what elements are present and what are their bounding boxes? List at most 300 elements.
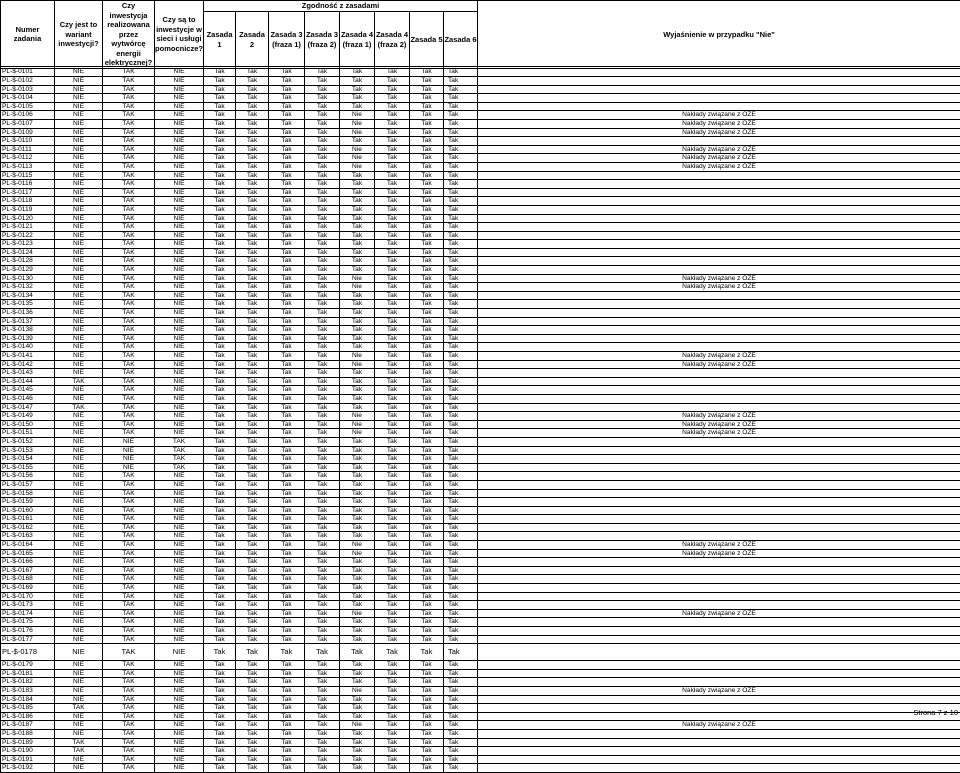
table-cell: Tak [444, 266, 478, 275]
table-cell: Tak [305, 635, 340, 644]
table-cell: PL-$-0186 [1, 712, 55, 721]
table-cell [478, 695, 960, 704]
table-cell [478, 205, 960, 214]
table-cell [478, 214, 960, 223]
table-cell: Tak [340, 214, 375, 223]
table-cell: Nie [340, 145, 375, 154]
table-cell: Tak [305, 214, 340, 223]
table-cell: Tak [340, 747, 375, 756]
table-cell: TAK [103, 394, 155, 403]
table-cell: Nie [340, 420, 375, 429]
col-header-rule-2: Zasada 2 [236, 12, 269, 69]
table-cell: PL-$-0117 [1, 188, 55, 197]
table-cell [478, 678, 960, 687]
col-header-rule-4-phrase-2: Zasada 4 (fraza 2) [375, 12, 410, 69]
table-cell: TAK [103, 309, 155, 318]
table-cell: Tak [236, 326, 269, 335]
table-cell: PL-$-0156 [1, 472, 55, 481]
col-header-rule-3-phrase-1: Zasada 3 (fraza 1) [269, 12, 305, 69]
table-cell: Tak [444, 437, 478, 446]
table-cell: NIE [55, 180, 103, 189]
table-cell: Tak [305, 420, 340, 429]
col-header-rule-6: Zasada 6 [444, 12, 478, 69]
table-cell: Tak [269, 455, 305, 464]
table-cell: NIE [55, 205, 103, 214]
table-cell: Nie [340, 541, 375, 550]
table-cell: NIE [155, 111, 204, 120]
table-cell: Tak [410, 644, 444, 661]
table-cell: TAK [55, 738, 103, 747]
table-row [1, 446, 960, 455]
table-cell: Tak [410, 429, 444, 438]
table-cell: TAK [103, 412, 155, 421]
table-cell [478, 94, 960, 103]
table-cell [478, 326, 960, 335]
table-cell: TAK [103, 334, 155, 343]
table-cell: PL-$-0169 [1, 584, 55, 593]
table-cell: Tak [444, 498, 478, 507]
table-cell: TAK [155, 446, 204, 455]
table-cell: Tak [410, 377, 444, 386]
table-row [1, 231, 960, 240]
table-cell: Tak [269, 584, 305, 593]
table-cell: NIE [155, 549, 204, 558]
table-cell: Tak [375, 188, 410, 197]
table-cell: Tak [410, 618, 444, 627]
table-cell: TAK [103, 128, 155, 137]
table-cell: Tak [375, 549, 410, 558]
table-cell: Tak [340, 334, 375, 343]
table-cell: Tak [340, 592, 375, 601]
table-cell: Tak [444, 274, 478, 283]
table-cell: Tak [269, 721, 305, 730]
table-cell: TAK [103, 601, 155, 610]
table-cell: Tak [305, 326, 340, 335]
table-cell: Tak [269, 558, 305, 567]
col-header-variant: Czy jest to wariant inwestycji? [55, 1, 103, 69]
table-cell: NIE [155, 197, 204, 206]
table-cell: Tak [375, 747, 410, 756]
table-cell: Tak [236, 274, 269, 283]
table-cell [478, 343, 960, 352]
table-cell: Tak [204, 420, 236, 429]
table-row [1, 248, 960, 257]
table-cell [478, 369, 960, 378]
table-cell: Tak [340, 300, 375, 309]
table-cell: Tak [269, 566, 305, 575]
table-cell: PL-$-0112 [1, 154, 55, 163]
table-cell: Tak [444, 352, 478, 361]
table-cell: Tak [410, 686, 444, 695]
table-row [1, 162, 960, 171]
table-cell: Tak [204, 403, 236, 412]
table-cell [478, 532, 960, 541]
table-cell: NIE [55, 541, 103, 550]
table-cell: Tak [305, 661, 340, 670]
table-cell: NIE [155, 154, 204, 163]
table-cell: Tak [305, 506, 340, 515]
table-cell: NIE [55, 429, 103, 438]
table-cell: Tak [204, 584, 236, 593]
table-cell: Tak [340, 489, 375, 498]
table-cell [478, 197, 960, 206]
table-cell: Tak [410, 764, 444, 773]
table-cell: Tak [340, 257, 375, 266]
table-cell: NIE [55, 283, 103, 292]
table-cell: Tak [305, 334, 340, 343]
table-cell [478, 463, 960, 472]
table-cell: Tak [305, 394, 340, 403]
table-cell: Tak [410, 154, 444, 163]
table-cell [478, 704, 960, 713]
table-cell: Tak [444, 712, 478, 721]
table-cell: Tak [340, 386, 375, 395]
table-cell: Tak [410, 102, 444, 111]
table-row [1, 738, 960, 747]
table-row [1, 592, 960, 601]
table-cell: TAK [103, 300, 155, 309]
table-cell: NIE [155, 240, 204, 249]
table-cell: Tak [305, 111, 340, 120]
table-cell: Tak [444, 644, 478, 661]
table-row [1, 317, 960, 326]
table-cell: PL-$-0121 [1, 223, 55, 232]
table-cell: Tak [340, 627, 375, 636]
table-cell: Tak [269, 223, 305, 232]
table-cell: PL-$-0182 [1, 678, 55, 687]
table-cell [478, 712, 960, 721]
table-cell: Tak [269, 291, 305, 300]
table-cell: TAK [103, 326, 155, 335]
table-cell: Tak [375, 102, 410, 111]
table-cell: Tak [269, 712, 305, 721]
table-cell: Tak [269, 729, 305, 738]
table-cell: Tak [305, 738, 340, 747]
table-cell: Tak [340, 566, 375, 575]
table-cell: Tak [236, 205, 269, 214]
table-cell: Tak [375, 712, 410, 721]
table-cell: Tak [410, 188, 444, 197]
table-cell: PL-$-0159 [1, 498, 55, 507]
table-cell: Tak [375, 515, 410, 524]
table-cell: Tak [269, 154, 305, 163]
table-cell: Tak [410, 678, 444, 687]
table-cell: TAK [103, 541, 155, 550]
table-cell: NIE [55, 102, 103, 111]
table-cell: TAK [103, 549, 155, 558]
table-cell: PL-$-0116 [1, 180, 55, 189]
table-cell: NIE [155, 618, 204, 627]
table-cell: Tak [410, 627, 444, 636]
table-cell: NIE [155, 171, 204, 180]
table-cell: Tak [444, 197, 478, 206]
table-cell: Tak [375, 609, 410, 618]
table-cell: PL-$-0154 [1, 455, 55, 464]
table-row [1, 755, 960, 764]
table-cell: Tak [444, 584, 478, 593]
table-cell: Tak [340, 661, 375, 670]
table-cell: Tak [410, 566, 444, 575]
table-cell: TAK [103, 712, 155, 721]
table-cell [478, 729, 960, 738]
table-cell: Tak [444, 523, 478, 532]
table-cell: Tak [236, 360, 269, 369]
table-cell: Nakłady związane z OZE [478, 154, 960, 163]
table-cell: Tak [236, 661, 269, 670]
table-cell: TAK [55, 377, 103, 386]
table-cell: Tak [305, 712, 340, 721]
table-cell: PL-$-0130 [1, 274, 55, 283]
table-cell: TAK [103, 489, 155, 498]
table-cell: PL-$-0173 [1, 601, 55, 610]
table-cell: Tak [444, 343, 478, 352]
table-row [1, 326, 960, 335]
table-cell: Tak [305, 480, 340, 489]
table-cell: PL-$-0105 [1, 102, 55, 111]
table-cell: Tak [236, 686, 269, 695]
table-cell: NIE [155, 283, 204, 292]
table-cell: PL-$-0118 [1, 197, 55, 206]
table-cell: NIE [55, 575, 103, 584]
table-cell: Tak [305, 446, 340, 455]
table-cell: Tak [410, 584, 444, 593]
table-cell: NIE [55, 661, 103, 670]
table-cell: Nakłady związane z OZE [478, 111, 960, 120]
table-cell: TAK [103, 145, 155, 154]
table-cell: Tak [375, 686, 410, 695]
table-cell: Tak [204, 77, 236, 86]
table-cell: Tak [204, 188, 236, 197]
table-cell: Tak [444, 77, 478, 86]
table-cell: Tak [204, 94, 236, 103]
table-cell: NIE [155, 755, 204, 764]
table-cell: NIE [55, 532, 103, 541]
table-cell: Tak [204, 541, 236, 550]
table-cell [478, 446, 960, 455]
table-row [1, 343, 960, 352]
table-cell: Tak [444, 257, 478, 266]
table-cell: Tak [375, 171, 410, 180]
table-cell: NIE [155, 592, 204, 601]
table-cell: Tak [204, 618, 236, 627]
table-cell: PL-$-0142 [1, 360, 55, 369]
table-cell: Tak [410, 111, 444, 120]
table-cell: NIE [55, 94, 103, 103]
table-cell: Tak [340, 695, 375, 704]
table-cell: Tak [305, 549, 340, 558]
table-cell: Tak [340, 291, 375, 300]
table-cell: Tak [305, 137, 340, 146]
table-cell: Tak [375, 257, 410, 266]
table-cell: Tak [375, 592, 410, 601]
table-cell: Tak [236, 695, 269, 704]
table-cell: PL-$-0124 [1, 248, 55, 257]
table-cell: Tak [204, 429, 236, 438]
table-cell: Tak [340, 309, 375, 318]
group-header-compliance: Zgodność z zasadami [204, 1, 478, 12]
table-cell [478, 403, 960, 412]
table-cell: PL-$-0106 [1, 111, 55, 120]
table-cell [478, 498, 960, 507]
table-cell: Tak [444, 145, 478, 154]
table-cell: Tak [236, 618, 269, 627]
table-cell: TAK [103, 584, 155, 593]
table-cell: Tak [204, 575, 236, 584]
table-cell: Tak [444, 394, 478, 403]
table-cell: Nakłady związane z OZE [478, 352, 960, 361]
table-cell: NIE [155, 661, 204, 670]
table-cell [478, 618, 960, 627]
table-cell: Tak [410, 317, 444, 326]
table-cell: Tak [444, 360, 478, 369]
table-cell: Tak [269, 377, 305, 386]
table-cell: Tak [269, 248, 305, 257]
table-cell: NIE [55, 291, 103, 300]
table-cell: Tak [410, 523, 444, 532]
table-cell: NIE [55, 85, 103, 94]
table-cell: NIE [155, 506, 204, 515]
table-row [1, 480, 960, 489]
table-cell: Tak [236, 489, 269, 498]
table-cell: Tak [340, 266, 375, 275]
table-cell: Tak [269, 618, 305, 627]
table-cell: TAK [103, 85, 155, 94]
table-cell: Tak [410, 197, 444, 206]
table-cell: TAK [103, 223, 155, 232]
table-cell: Tak [375, 644, 410, 661]
table-cell [478, 755, 960, 764]
table-cell: Tak [269, 67, 305, 77]
table-cell: PL-$-0162 [1, 523, 55, 532]
table-cell: Tak [204, 506, 236, 515]
table-cell: Tak [410, 214, 444, 223]
table-cell: Nie [340, 119, 375, 128]
table-cell: NIE [155, 300, 204, 309]
table-cell: Tak [305, 145, 340, 154]
table-cell: Tak [375, 412, 410, 421]
table-cell: Tak [340, 197, 375, 206]
table-cell: Tak [340, 523, 375, 532]
table-cell: Tak [269, 480, 305, 489]
table-cell: Tak [410, 240, 444, 249]
table-cell: Tak [410, 515, 444, 524]
table-cell: Tak [444, 446, 478, 455]
table-cell: Nie [340, 283, 375, 292]
table-cell: Tak [236, 729, 269, 738]
table-cell: NIE [155, 162, 204, 171]
table-cell: NIE [55, 171, 103, 180]
table-cell: NIE [55, 77, 103, 86]
table-cell [478, 257, 960, 266]
table-cell: Tak [305, 369, 340, 378]
table-cell [478, 317, 960, 326]
table-cell: Tak [236, 171, 269, 180]
table-cell: Tak [410, 721, 444, 730]
table-cell: NIE [55, 712, 103, 721]
table-row [1, 523, 960, 532]
table-cell: Tak [204, 695, 236, 704]
table-cell: Tak [340, 102, 375, 111]
table-cell: Tak [204, 128, 236, 137]
table-cell: Tak [269, 420, 305, 429]
table-cell: PL-$-0139 [1, 334, 55, 343]
table-cell: Tak [410, 291, 444, 300]
table-cell: TAK [103, 566, 155, 575]
table-cell: Tak [204, 755, 236, 764]
table-cell: Tak [410, 403, 444, 412]
table-cell: NIE [155, 180, 204, 189]
table-cell: Nie [340, 429, 375, 438]
table-cell: Tak [375, 498, 410, 507]
table-cell: Tak [444, 472, 478, 481]
table-cell: Tak [305, 291, 340, 300]
table-cell: Tak [375, 77, 410, 86]
table-cell [478, 334, 960, 343]
table-cell: Tak [375, 162, 410, 171]
table-cell: TAK [103, 154, 155, 163]
table-cell: Tak [204, 472, 236, 481]
table-cell: NIE [155, 575, 204, 584]
table-cell: TAK [103, 377, 155, 386]
table-cell: Tak [340, 377, 375, 386]
table-row [1, 575, 960, 584]
table-cell: NIE [55, 300, 103, 309]
table-cell: Tak [269, 334, 305, 343]
table-cell: Tak [340, 558, 375, 567]
table-cell: Tak [269, 300, 305, 309]
table-cell: NIE [155, 326, 204, 335]
table-cell: PL-$-0144 [1, 377, 55, 386]
table-cell: NIE [155, 489, 204, 498]
table-cell: Tak [444, 489, 478, 498]
table-cell: Tak [269, 180, 305, 189]
table-cell [478, 635, 960, 644]
table-cell: Tak [375, 334, 410, 343]
table-cell: Tak [204, 223, 236, 232]
table-cell: Tak [410, 266, 444, 275]
table-cell: Tak [410, 394, 444, 403]
table-row [1, 489, 960, 498]
table-cell: Tak [269, 541, 305, 550]
table-cell: Tak [340, 137, 375, 146]
table-row [1, 171, 960, 180]
table-cell: Tak [204, 712, 236, 721]
table-cell: Tak [236, 223, 269, 232]
table-cell: Tak [375, 541, 410, 550]
table-cell: NIE [155, 343, 204, 352]
table-cell: Tak [305, 686, 340, 695]
table-cell: TAK [103, 162, 155, 171]
table-cell: PL-$-0128 [1, 257, 55, 266]
table-cell: Tak [204, 291, 236, 300]
table-cell: Tak [340, 394, 375, 403]
table-cell: NIE [103, 455, 155, 464]
table-cell: NIE [55, 128, 103, 137]
table-cell: Tak [444, 704, 478, 713]
table-cell: Tak [305, 429, 340, 438]
table-cell: Tak [444, 566, 478, 575]
col-header-rule-1: Zasada 1 [204, 12, 236, 69]
table-cell: NIE [55, 446, 103, 455]
table-cell: PL-$-0135 [1, 300, 55, 309]
table-cell [478, 231, 960, 240]
table-cell: NIE [155, 609, 204, 618]
table-cell: Nie [340, 609, 375, 618]
table-cell: NIE [155, 420, 204, 429]
table-cell: Tak [305, 695, 340, 704]
table-cell: Tak [269, 360, 305, 369]
table-cell: Tak [305, 240, 340, 249]
